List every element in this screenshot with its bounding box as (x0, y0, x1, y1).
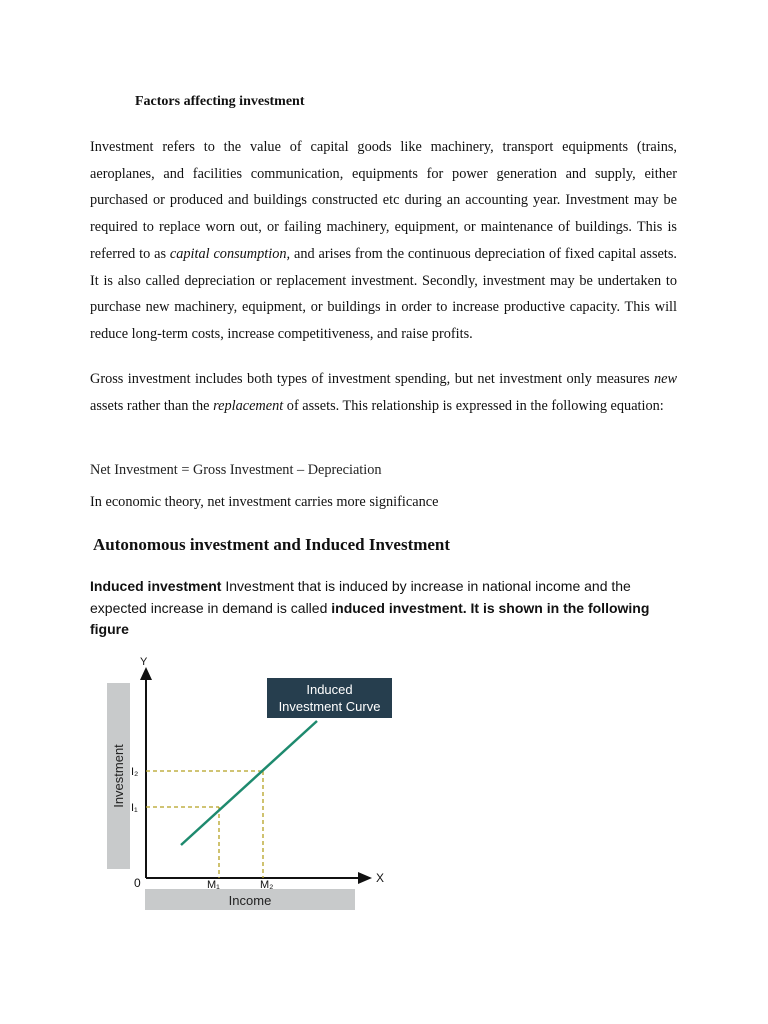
tick-i1: I₁ (131, 802, 138, 814)
y-axis-title: Investment (111, 744, 126, 808)
y-axis-arrow-icon (140, 667, 152, 680)
induced-text: Investment that is induced by increase in national income and the expected increase in demand is called (90, 578, 631, 616)
paragraph1-emphasis: capital consumption, (169, 245, 291, 262)
induced-investment-diagram (100, 650, 410, 915)
x-axis-title: Income (228, 893, 272, 908)
gross-net-paragraph (90, 366, 677, 419)
induced-investment-paragraph (90, 576, 690, 641)
x-axis-arrow-icon (358, 872, 372, 884)
paragraph2-emphasis-new: new (653, 371, 677, 387)
autonomous-induced-heading: Autonomous investment and Induced Investment (93, 535, 451, 554)
tick-m1: M₁ (207, 879, 220, 891)
x-axis-letter: X (376, 871, 385, 885)
origin-label: 0 (134, 876, 141, 890)
induced-investment-curve (181, 721, 317, 845)
paragraph2-emphasis-replacement: replacement (213, 397, 284, 414)
paragraph2-text3: of assets. This relationship is expressed in the following equation: (283, 397, 664, 414)
tick-i2: I₂ (131, 766, 139, 778)
callout-line2: Investment Curve (278, 699, 381, 714)
y-axis-letter: Y (140, 656, 148, 668)
callout-line1: Induced (306, 682, 353, 697)
investment-definition-paragraph (90, 134, 677, 348)
induced-bold-tail: induced investment. It is shown in the following figure (90, 599, 650, 638)
paragraph1-text1: Investment refers to the value of capital goods like machinery, transport equipments (trains, aeroplanes, and facilities communication, equipments for power generation and supply, either purchased or produced and buildings constructed etc during an accounting year. Investment may be required to replace worn out, or failing machinery, equipment, or maintenance of buildings. This is referred to as (90, 139, 677, 262)
induced-bold-lead: Induced investment (90, 578, 222, 594)
theory-note: In economic theory, net investment carries more significance (90, 494, 439, 510)
tick-m2: M₂ (260, 879, 274, 891)
paragraph2-text1: Gross investment includes both types of investment spending, but net investment only measures (90, 371, 654, 387)
paragraph2-text2: assets rather than the (90, 397, 214, 414)
paragraph1-text2: and arises from the continuous depreciation of fixed capital assets. It is also called depreciation or replacement investment. Secondly, investment may be undertaken to purchase new machinery, equipment, or buildings in order to increase productive capacity. This will reduce long-term costs, increase competitiveness, and raise profits. (90, 245, 677, 342)
induced-investment-figure (100, 650, 410, 915)
net-investment-equation: Net Investment = Gross Investment – Depreciation (90, 462, 382, 478)
section-heading: Factors affecting investment (135, 94, 305, 109)
